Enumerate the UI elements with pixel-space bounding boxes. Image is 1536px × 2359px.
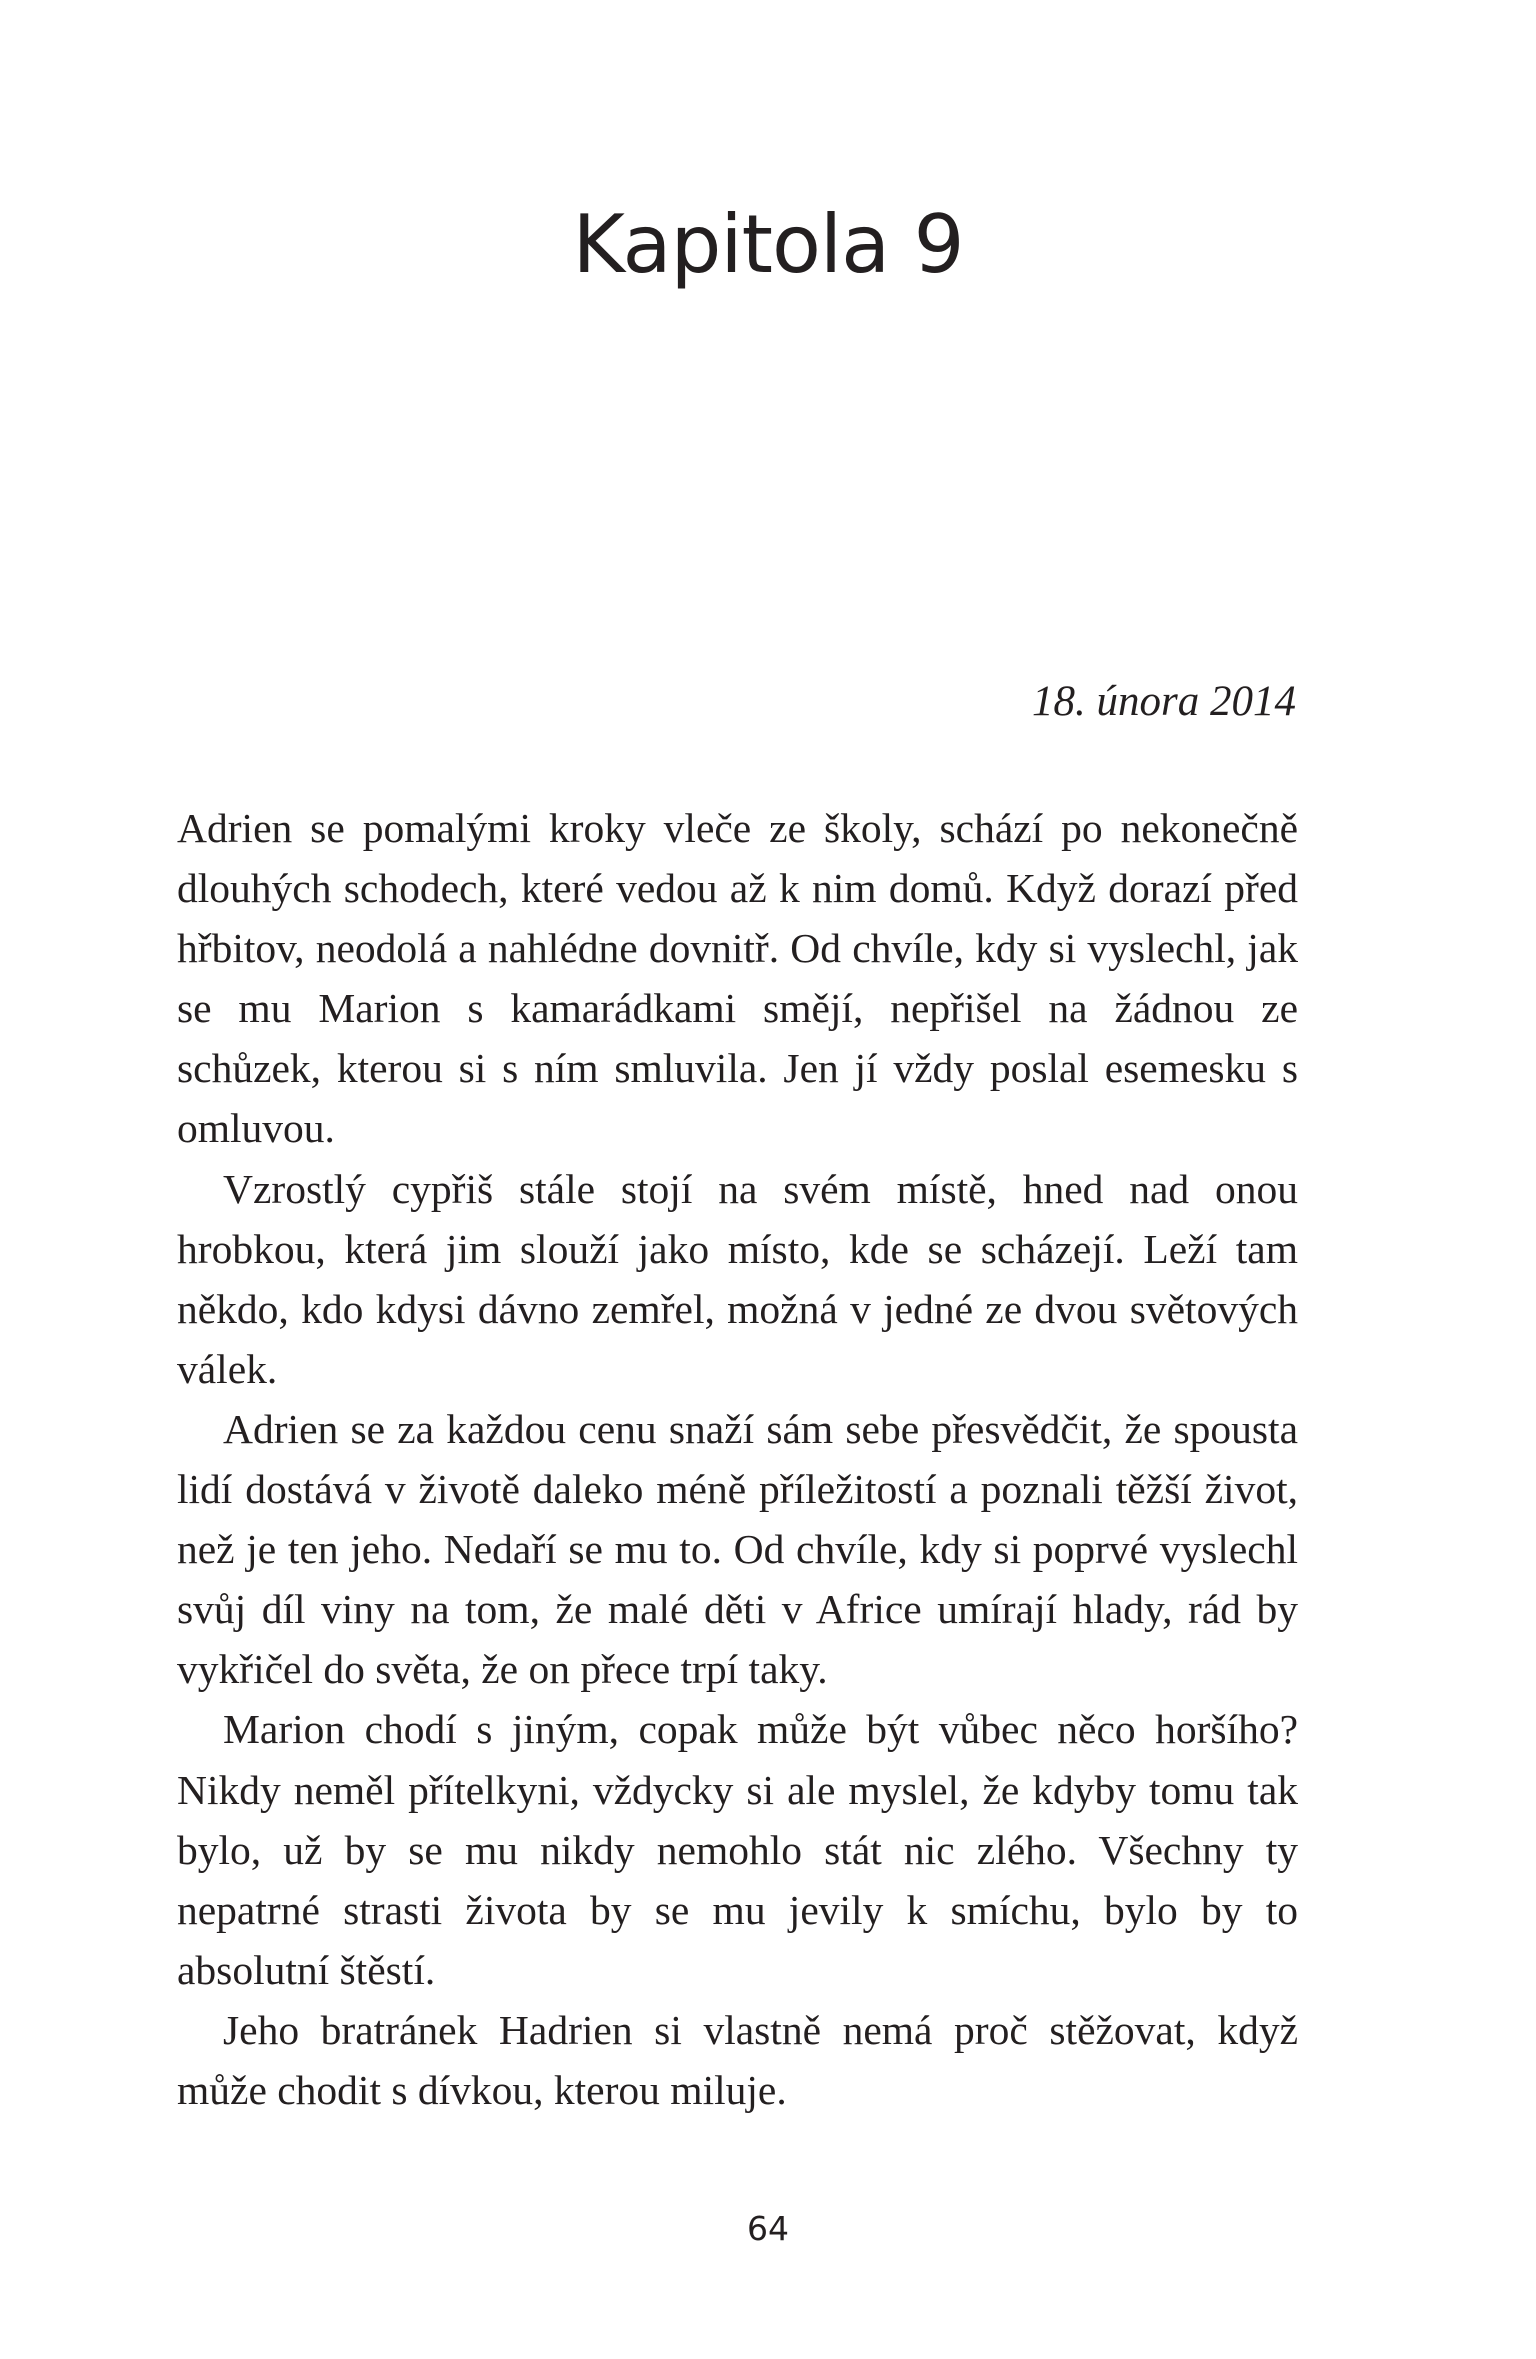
paragraph: Marion chodí s jiným, copak může být vůbec něco horšího? Nikdy neměl přítelkyni, vždycky si ale myslel, že kdyby tomu tak bylo, už by se mu nikdy nemohlo stát nic zlého. Všechny ty nepatrné strasti života by se mu jevily k smíchu, bylo by to absolutní štěstí. bbox=[177, 1706, 1298, 1993]
paragraph: Vzrostlý cypřiš stále stojí na svém místě, hned nad onou hrobkou, která jim slouží jako místo, kde se scházejí. Leží tam někdo, kdo kdysi dávno zemřel, možná v jedné ze dvou světových válek. bbox=[177, 1165, 1298, 1392]
paragraph: Adrien se za každou cenu snaží sám sebe přesvědčit, že spousta lidí dostává v životě daleko méně příležitostí a poznali těžší život, než je ten jeho. Nedaří se mu to. Od chvíle, kdy si poprvé vyslechl svůj díl viny na tom, že malé děti v Africe umírají hlady, rád by vykřičel do světa, že on přece trpí taky. bbox=[177, 1405, 1298, 1693]
page-number: 64 bbox=[747, 2209, 789, 2248]
chapter-body bbox=[177, 798, 1298, 2120]
chapter-date: 18. února 2014 bbox=[1032, 678, 1296, 725]
paragraph: Jeho bratránek Hadrien si vlastně nemá proč stěžovat, když může chodit s dívkou, kterou miluje. bbox=[177, 2006, 1298, 2113]
paragraph: Adrien se pomalými kroky vleče ze školy, schází po nekonečně dlouhých schodech, které vedou až k nim domů. Když dorazí před hřbitov, neodolá a nahlédne dovnitř. Od chvíle, kdy si vyslechl, jak se mu Marion s kamarádkami smějí, nepřišel na žádnou ze schůzek, kterou si s ním smluvila. Jen jí vždy poslal esemesku s omluvou. bbox=[177, 805, 1298, 1152]
chapter-title: Kapitola 9 bbox=[572, 198, 964, 291]
